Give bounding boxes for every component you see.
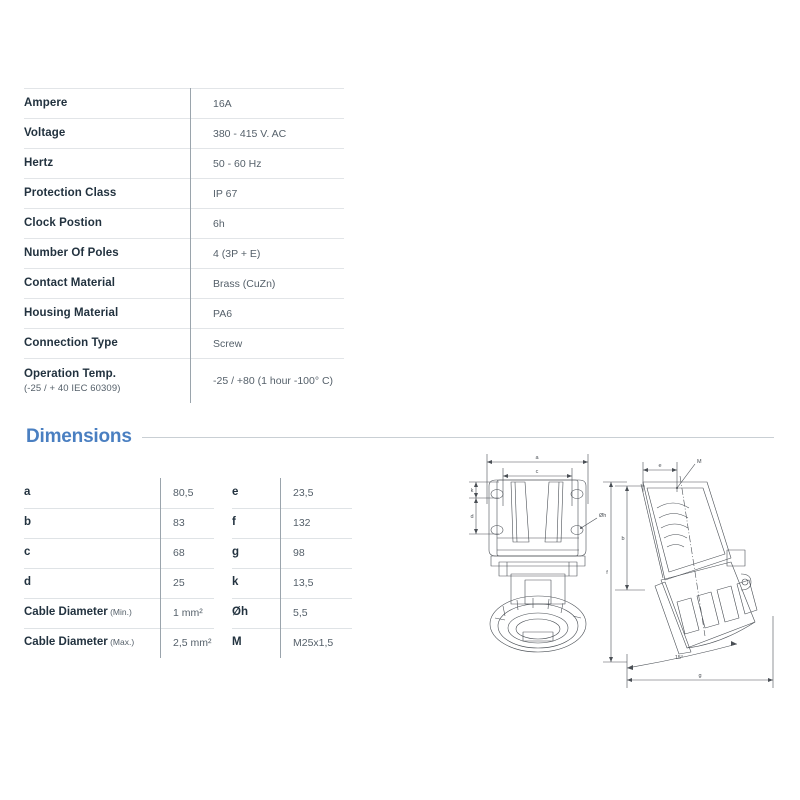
spec-row (24, 359, 344, 404)
dimension-key: f (232, 508, 281, 538)
spec-row (24, 239, 344, 269)
dimension-row (232, 598, 352, 628)
side-dimension-e (643, 462, 677, 492)
front-label-a: a (535, 455, 539, 461)
front-ring-outer (490, 596, 586, 652)
drawings-svg (455, 446, 800, 696)
front-dimension-oh (580, 513, 606, 529)
technical-drawings (455, 446, 800, 696)
dimension-key: e (232, 478, 281, 508)
spec-row (24, 299, 344, 329)
dimension-key-text: b (24, 516, 32, 529)
dimensions-heading: Dimensions (26, 426, 132, 447)
side-hinge-block (727, 550, 745, 566)
front-label-k: k (470, 488, 474, 494)
dimension-key-text: Cable Diameter (24, 636, 108, 649)
spec-label-note: (-25 / + 40 IEC 60309) (24, 382, 121, 394)
dimension-row (24, 538, 214, 568)
dimension-key (24, 508, 161, 538)
spec-value: 6h (191, 209, 345, 239)
dimension-value: 132 (281, 508, 353, 538)
dimension-value: 25 (161, 568, 215, 598)
spec-label (24, 359, 191, 404)
spec-label: Protection Class (24, 179, 191, 209)
spec-label: Ampere (24, 89, 191, 119)
spec-row (24, 179, 344, 209)
dimensions-table-left (24, 478, 214, 658)
dimensions-section-header (26, 426, 774, 448)
spec-row (24, 149, 344, 179)
spec-label: Number Of Poles (24, 239, 191, 269)
spec-label: Contact Material (24, 269, 191, 299)
dimensions-right-body (232, 478, 352, 658)
dimension-key-text: c (24, 546, 31, 559)
dimension-row (24, 478, 214, 508)
dimension-row (232, 628, 352, 658)
dimensions-table-right (232, 478, 352, 658)
dimension-key: M (232, 628, 281, 658)
dimension-key-qualifier: (Max.) (107, 637, 135, 648)
spec-value: -25 / +80 (1 hour -100° C) (191, 359, 345, 404)
front-label-d: d (470, 514, 474, 520)
dimension-value: 5,5 (281, 598, 353, 628)
dimension-key-qualifier: (Min.) (107, 607, 132, 618)
side-dimension-b (615, 486, 645, 590)
spec-value: 380 - 415 V. AC (191, 119, 345, 149)
front-mount-hole-br (571, 526, 583, 535)
side-dimension-f (603, 482, 627, 662)
spec-value: Brass (CuZn) (191, 269, 345, 299)
spec-value: 4 (3P + E) (191, 239, 345, 269)
dimension-value: 23,5 (293, 486, 314, 499)
spec-value: 16A (191, 89, 345, 119)
front-ring-inner (508, 613, 568, 643)
dimensions-heading-rule (142, 437, 774, 438)
spec-label: Clock Postion (24, 209, 191, 239)
dimension-key (24, 598, 161, 628)
dimension-key (24, 538, 161, 568)
side-body-flange (655, 582, 691, 654)
side-label-angle: 15° (674, 655, 684, 661)
dimension-value: 80,5 (173, 486, 194, 499)
front-gland-body (511, 574, 565, 604)
dimension-key (24, 628, 161, 658)
side-label-g: g (698, 673, 702, 679)
spec-value: IP 67 (191, 179, 345, 209)
front-label-oh: Øh (599, 513, 607, 519)
side-body (661, 562, 755, 648)
spec-label: Connection Type (24, 329, 191, 359)
front-dimension-d (469, 498, 499, 534)
spec-label: Hertz (24, 149, 191, 179)
dimension-row (232, 508, 352, 538)
dimension-value: 2,5 mm² (161, 628, 215, 658)
dimensions-tables (24, 478, 352, 658)
dimension-key (24, 568, 161, 598)
spec-row (24, 119, 344, 149)
side-label-f: f (606, 570, 608, 576)
specifications-table (24, 88, 344, 403)
front-ring-core (516, 619, 560, 639)
dimension-row (24, 508, 214, 538)
front-lid-line-2 (557, 482, 559, 542)
side-label-b: b (621, 536, 625, 542)
front-label-c: c (535, 469, 539, 475)
front-view-drawing (469, 454, 606, 652)
front-dimension-c (503, 468, 572, 506)
front-gland-inner (525, 580, 551, 604)
dimension-value: M25x1,5 (281, 628, 353, 658)
dimension-key: Øh (232, 598, 281, 628)
front-lid-right (545, 482, 563, 542)
front-ring-mid (498, 604, 578, 648)
side-contact-arcs (657, 503, 689, 547)
side-face-edge (641, 484, 663, 578)
spec-label: Housing Material (24, 299, 191, 329)
front-housing-inner (497, 480, 578, 556)
dimension-key-text: d (24, 576, 32, 589)
dimension-key: g (232, 538, 281, 568)
spec-row (24, 329, 344, 359)
dimension-row (24, 598, 214, 628)
dimension-key: k (232, 568, 281, 598)
front-ring-tab (523, 632, 553, 641)
side-label-e: e (658, 463, 662, 469)
front-flange-plate (491, 556, 585, 566)
dimension-value: 1 mm² (161, 598, 215, 628)
side-dimension-g (627, 616, 773, 688)
side-dimension-m (676, 459, 702, 489)
dimension-value: 98 (281, 538, 353, 568)
dimension-value: 68 (161, 538, 215, 568)
dimensions-left-body (24, 478, 214, 658)
spec-label-main: Operation Temp. (24, 368, 117, 381)
dimension-value: 13,5 (281, 568, 353, 598)
side-view-drawing (603, 459, 773, 688)
specifications-body (24, 89, 344, 404)
front-ring-knurls (495, 598, 581, 620)
spec-value: 50 - 60 Hz (191, 149, 345, 179)
dimension-row (232, 568, 352, 598)
dimension-key-text: Cable Diameter (24, 606, 108, 619)
spec-row (24, 209, 344, 239)
front-lid-left (511, 482, 529, 542)
dimension-row (232, 538, 352, 568)
front-mount-hole-tr (571, 490, 583, 499)
spec-label: Voltage (24, 119, 191, 149)
dimension-row (24, 568, 214, 598)
side-dimension-angle (627, 641, 737, 670)
dimension-row (232, 478, 352, 508)
dimension-row (24, 628, 214, 658)
front-lid-line-1 (515, 482, 517, 542)
spec-value: Screw (191, 329, 345, 359)
dimension-value: 83 (161, 508, 215, 538)
dimension-key-text: a (24, 485, 31, 498)
front-housing-outline (489, 480, 586, 556)
spec-value: PA6 (191, 299, 345, 329)
dimension-key (24, 478, 161, 508)
side-label-m: M (697, 459, 702, 465)
spec-row (24, 269, 344, 299)
spec-row (24, 89, 344, 119)
